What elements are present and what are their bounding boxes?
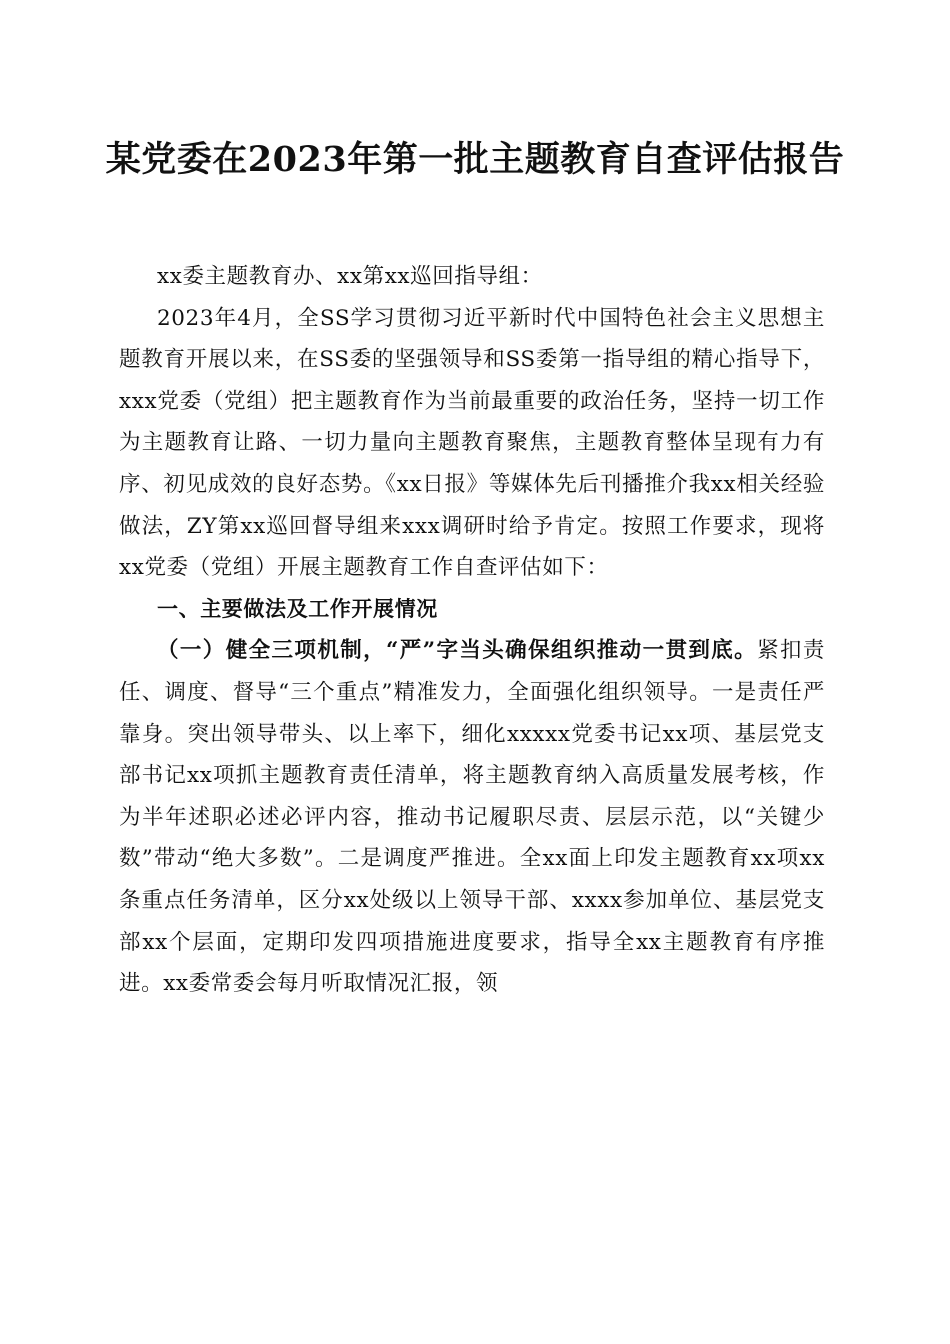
intro-paragraph: 2023年4月，全SS学习贯彻习近平新时代中国特色社会主义思想主题教育开展以来，在SS委的坚强领导和SS委第一指导组的精心指导下，xxx党委（党组）把主题教育作为当前最重要的政治任务，坚持一切工作为主题教育让路、一切力量向主题教育聚焦，主题教育整体呈现有力有序、初见成效的良好态势。《xx日报》等媒体先后刊播推介我xx相关经验做法，ZY第xx巡回督导组来xxx调研时给予肯定。按照工作要求，现将xx党委（党组）开展主题教育工作自查评估如下： [119, 305, 825, 581]
document-title: 某党委在2023年第一批主题教育自查评估报告 [105, 139, 845, 180]
subsection-lead-1: （一）健全三项机制，“严”字当头确保组织推动一贯到底。 [157, 638, 758, 664]
section-heading-1: 一、主要做法及工作开展情况 [157, 596, 438, 621]
subsection-body-1: 紧扣责任、调度、督导“三个重点”精准发力，全面强化组织领导。一是责任严靠身。突出领导带头、以上率下，细化xxxxx党委书记xx项、基层党支部书记xx项抓主题教育责任清单，将主题教育纳入高质量发展考核，作为半年述职必述必评内容，推动书记履职尽责、层层示范，以“关键少数”带动“绝大多数”。二是调度严推进。全xx面上印发主题教育xx项xx条重点任务清单，区分xx处级以上领导干部、xxxx参加单位、基层党支部xx个层面，定期印发四项措施进度要求，指导全xx主题教育有序推进。xx委常委会每月听取情况汇报，领 [119, 638, 825, 997]
document-body [119, 256, 825, 1005]
subsection-paragraph-1 [119, 630, 825, 1004]
salutation: xx委主题教育办、xx第xx巡回指导组： [157, 264, 543, 289]
